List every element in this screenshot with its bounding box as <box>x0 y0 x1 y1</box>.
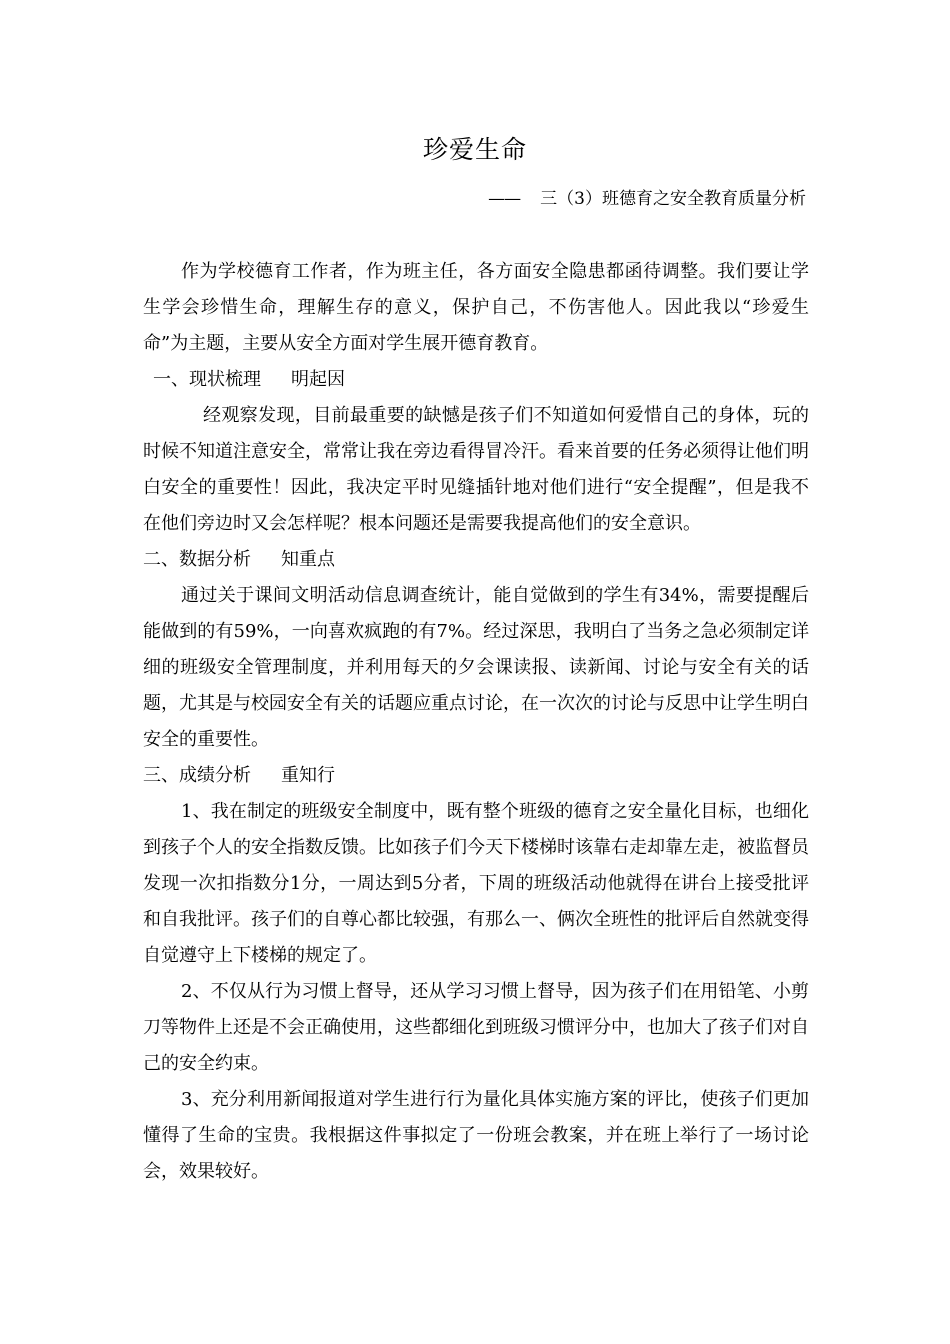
document-subtitle <box>488 184 806 214</box>
document-body <box>143 254 809 1190</box>
section-heading-1-title: 一、现状梳理 <box>153 369 261 390</box>
section-1-paragraph: 经观察发现，目前最重要的缺憾是孩子们不知道如何爱惜自己的身体，玩的时候不知道注意安全，常常让我在旁边看得冒冷汗。看来首要的任务必须得让他们明白安全的重要性！因此，我决定平时见缝插针地对他们进行“安全提醒”，但是我不在他们旁边时又会怎样呢？根本问题还是需要我提高他们的安全意识。 <box>143 405 809 534</box>
section-heading-1-subtitle: 明起因 <box>291 369 345 390</box>
section-heading-3-subtitle: 重知行 <box>281 765 335 786</box>
intro-paragraph: 作为学校德育工作者，作为班主任，各方面安全隐患都函待调整。我们要让学生学会珍惜生命，理解生存的意义，保护自己，不伤害他人。因此我以“珍爱生命”为主题，主要从安全方面对学生展开德育教育。 <box>143 261 809 354</box>
section-3-item-3: 3、充分利用新闻报道对学生进行行为量化具体实施方案的评比，使孩子们更加懂得了生命的宝贵。我根据这件事拟定了一份班会教案，并在班上举行了一场讨论会，效果较好。 <box>143 1089 809 1182</box>
section-3-item-1: 1、我在制定的班级安全制度中，既有整个班级的德育之安全量化目标，也细化到孩子个人的安全指数反馈。比如孩子们今天下楼梯时该靠右走却靠左走，被监督员发现一次扣指数分1分，一周达到5分者，下周的班级活动他就得在讲台上接受批评和自我批评。孩子们的自尊心都比较强，有那么一、俩次全班性的批评后自然就变得自觉遵守上下楼梯的规定了。 <box>143 801 809 966</box>
section-2-paragraph: 通过关于课间文明活动信息调查统计，能自觉做到的学生有34%，需要提醒后能做到的有59%，一向喜欢疯跑的有7%。经过深思，我明白了当务之急必须制定详细的班级安全管理制度，并利用每天的夕会课读报、读新闻、讨论与安全有关的话题，尤其是与校园安全有关的话题应重点讨论，在一次次的讨论与反思中让学生明白安全的重要性。 <box>143 585 809 750</box>
section-3-item-2: 2、不仅从行为习惯上督导，还从学习习惯上督导，因为孩子们在用铅笔、小剪刀等物件上还是不会正确使用，这些都细化到班级习惯评分中，也加大了孩子们对自己的安全约束。 <box>143 981 809 1074</box>
subtitle-text: 三（3）班德育之安全教育质量分析 <box>540 189 806 209</box>
subtitle-dash: —— <box>488 189 521 209</box>
section-heading-2 <box>143 542 809 578</box>
document-title: 珍爱生命 <box>422 135 527 164</box>
section-heading-1 <box>143 362 809 398</box>
section-heading-2-subtitle: 知重点 <box>281 549 335 570</box>
section-heading-3-title: 三、成绩分析 <box>143 765 251 786</box>
section-heading-3 <box>143 758 809 794</box>
section-heading-2-title: 二、数据分析 <box>143 549 251 570</box>
